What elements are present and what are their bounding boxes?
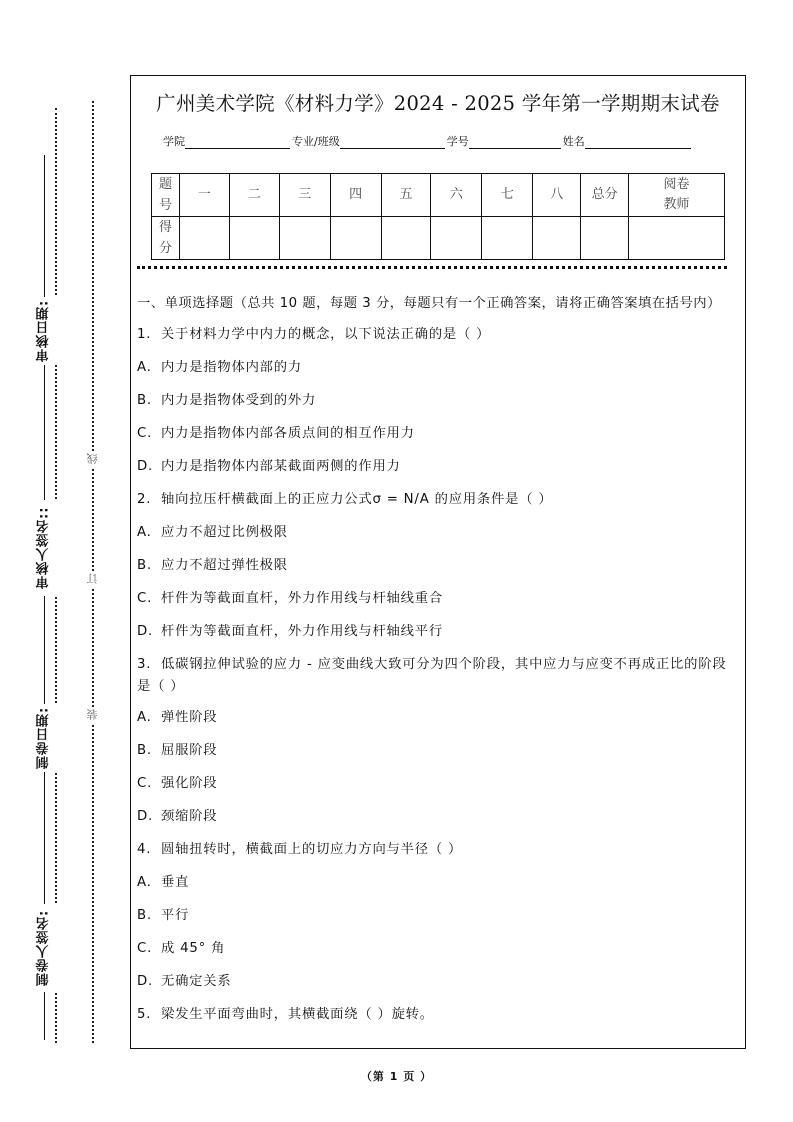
option-2d	[137, 621, 739, 654]
option-text: 内力是指物体受到的外力	[161, 393, 317, 408]
question-text: 低碳钢拉伸试验的应力 - 应变曲线大致可分为四个阶段，其中应力与应变不再成正比的阶段是（ ）	[137, 657, 727, 694]
score-row	[152, 217, 725, 260]
question-text: 梁发生平面弯曲时，其横截面绕（ ）旋转。	[161, 1007, 434, 1022]
col-header-7: 七	[482, 174, 533, 217]
question-number: 3.	[137, 657, 152, 672]
option-letter: B.	[137, 743, 152, 758]
option-text: 屈服阶段	[161, 743, 218, 758]
question-5	[137, 1004, 739, 1037]
option-text: 内力是指物体内部各质点间的相互作用力	[161, 426, 415, 441]
score-cell-7[interactable]	[482, 217, 533, 260]
option-text: 弹性阶段	[161, 710, 218, 725]
student-info-row	[163, 133, 693, 149]
option-letter: D.	[137, 974, 154, 989]
col-header-5: 五	[381, 174, 431, 217]
score-cell-8[interactable]	[533, 217, 581, 260]
exam-title: 广州美术学院《材料力学》2024 - 2025 学年第一学期期末试卷	[156, 92, 720, 115]
option-text: 平行	[161, 908, 190, 923]
option-4d	[137, 971, 739, 1004]
question-number-header	[152, 174, 180, 217]
option-letter: C.	[137, 591, 153, 606]
cut-mark-bind: 订	[85, 571, 101, 587]
col-header-3: 三	[279, 174, 330, 217]
option-text: 应力不超过弹性极限	[161, 558, 288, 573]
option-text: 杆件为等截面直杆，外力作用线与杆轴线平行	[161, 624, 443, 639]
question-4	[137, 839, 739, 872]
row-head-char: 得	[158, 220, 172, 235]
preparer-date-label: 制卷日期:	[30, 704, 58, 772]
option-1a	[137, 357, 739, 390]
option-letter: D.	[137, 809, 154, 824]
header-separator-dotted-line	[137, 266, 727, 269]
option-text: 无确定关系	[161, 974, 232, 989]
student-id-field[interactable]	[469, 135, 561, 149]
exam-page-frame	[130, 75, 746, 1049]
option-letter: D.	[137, 459, 154, 474]
option-letter: B.	[137, 908, 152, 923]
col-header-6: 六	[431, 174, 482, 217]
option-letter: D.	[137, 624, 154, 639]
question-2	[137, 489, 739, 522]
score-table	[151, 173, 725, 260]
question-number: 2.	[137, 492, 152, 507]
score-cell-5[interactable]	[381, 217, 431, 260]
cut-mark-line: 线	[85, 451, 101, 467]
reviewer-header-line1: 阅卷	[663, 177, 690, 192]
option-letter: C.	[137, 426, 153, 441]
cut-mark-mount: 装	[85, 707, 101, 723]
score-cell-total[interactable]	[581, 217, 629, 260]
row-head-char: 号	[158, 198, 172, 213]
score-cell-reviewer[interactable]	[629, 217, 725, 260]
college-field[interactable]	[185, 135, 290, 149]
question-text: 关于材料力学中内力的概念，以下说法正确的是（ ）	[161, 327, 491, 342]
option-4b	[137, 905, 739, 938]
student-id-label: 学号	[446, 135, 469, 148]
option-3c	[137, 773, 739, 806]
option-3b	[137, 740, 739, 773]
option-letter: C.	[137, 776, 153, 791]
question-1	[137, 324, 739, 357]
option-2a	[137, 522, 739, 555]
major-class-label: 专业/班级	[292, 135, 340, 148]
option-text: 强化阶段	[161, 776, 218, 791]
option-text: 内力是指物体内部的力	[161, 360, 302, 375]
score-cell-3[interactable]	[279, 217, 330, 260]
option-2c	[137, 588, 739, 621]
option-2b	[137, 555, 739, 588]
question-number-row	[152, 174, 725, 217]
option-text: 颈缩阶段	[161, 809, 218, 824]
page-number: （第 1 页 ）	[360, 1070, 433, 1083]
score-cell-4[interactable]	[330, 217, 381, 260]
option-1d	[137, 456, 739, 489]
score-cell-1[interactable]	[179, 217, 229, 260]
option-letter: A.	[137, 360, 152, 375]
option-text: 应力不超过比例极限	[161, 525, 288, 540]
option-4c	[137, 938, 739, 971]
col-header-2: 二	[229, 174, 279, 217]
option-text: 垂直	[161, 875, 190, 890]
college-label: 学院	[163, 135, 185, 148]
option-1c	[137, 423, 739, 456]
reviewer-header-line2: 教师	[663, 197, 690, 212]
question-3	[137, 654, 739, 698]
option-3d	[137, 806, 739, 839]
questions-section	[137, 293, 739, 1037]
reviewer-date-label: 审核日期:	[30, 297, 58, 365]
major-class-field[interactable]	[340, 135, 445, 149]
option-letter: B.	[137, 393, 152, 408]
option-4a	[137, 872, 739, 905]
question-number: 4.	[137, 842, 152, 857]
reviewer-signature-label: 审核人签名::	[30, 500, 58, 596]
option-letter: C.	[137, 941, 153, 956]
question-number: 5.	[137, 1007, 152, 1022]
col-header-total: 总分	[581, 174, 629, 217]
preparer-signature-label: 制卷人签名:	[30, 904, 58, 992]
option-letter: A.	[137, 875, 152, 890]
option-1b	[137, 390, 739, 423]
row-head-char: 题	[158, 177, 172, 192]
col-header-reviewer	[629, 174, 725, 217]
option-text: 杆件为等截面直杆，外力作用线与杆轴线重合	[161, 591, 443, 606]
score-cell-6[interactable]	[431, 217, 482, 260]
option-text: 成 45° 角	[161, 941, 226, 956]
row-head-char: 分	[158, 241, 172, 256]
option-letter: B.	[137, 558, 152, 573]
option-3a	[137, 707, 739, 740]
col-header-4: 四	[330, 174, 381, 217]
section-heading: 一、单项选择题（总共 10 题，每题 3 分，每题只有一个正确答案，请将正确答案填在括号内）	[137, 296, 721, 311]
question-number: 1.	[137, 327, 152, 342]
question-text: 圆轴扭转时，横截面上的切应力方向与半径（ ）	[161, 842, 463, 857]
option-text: 内力是指物体内部某截面两侧的作用力	[161, 459, 401, 474]
name-field[interactable]	[585, 135, 691, 149]
score-cell-2[interactable]	[229, 217, 279, 260]
question-text: 轴向拉压杆横截面上的正应力公式σ = N/A 的应用条件是（ ）	[161, 492, 553, 507]
col-header-8: 八	[533, 174, 581, 217]
option-letter: A.	[137, 710, 152, 725]
col-header-1: 一	[179, 174, 229, 217]
option-letter: A.	[137, 525, 152, 540]
name-label: 姓名	[562, 135, 585, 148]
score-header	[152, 217, 180, 260]
